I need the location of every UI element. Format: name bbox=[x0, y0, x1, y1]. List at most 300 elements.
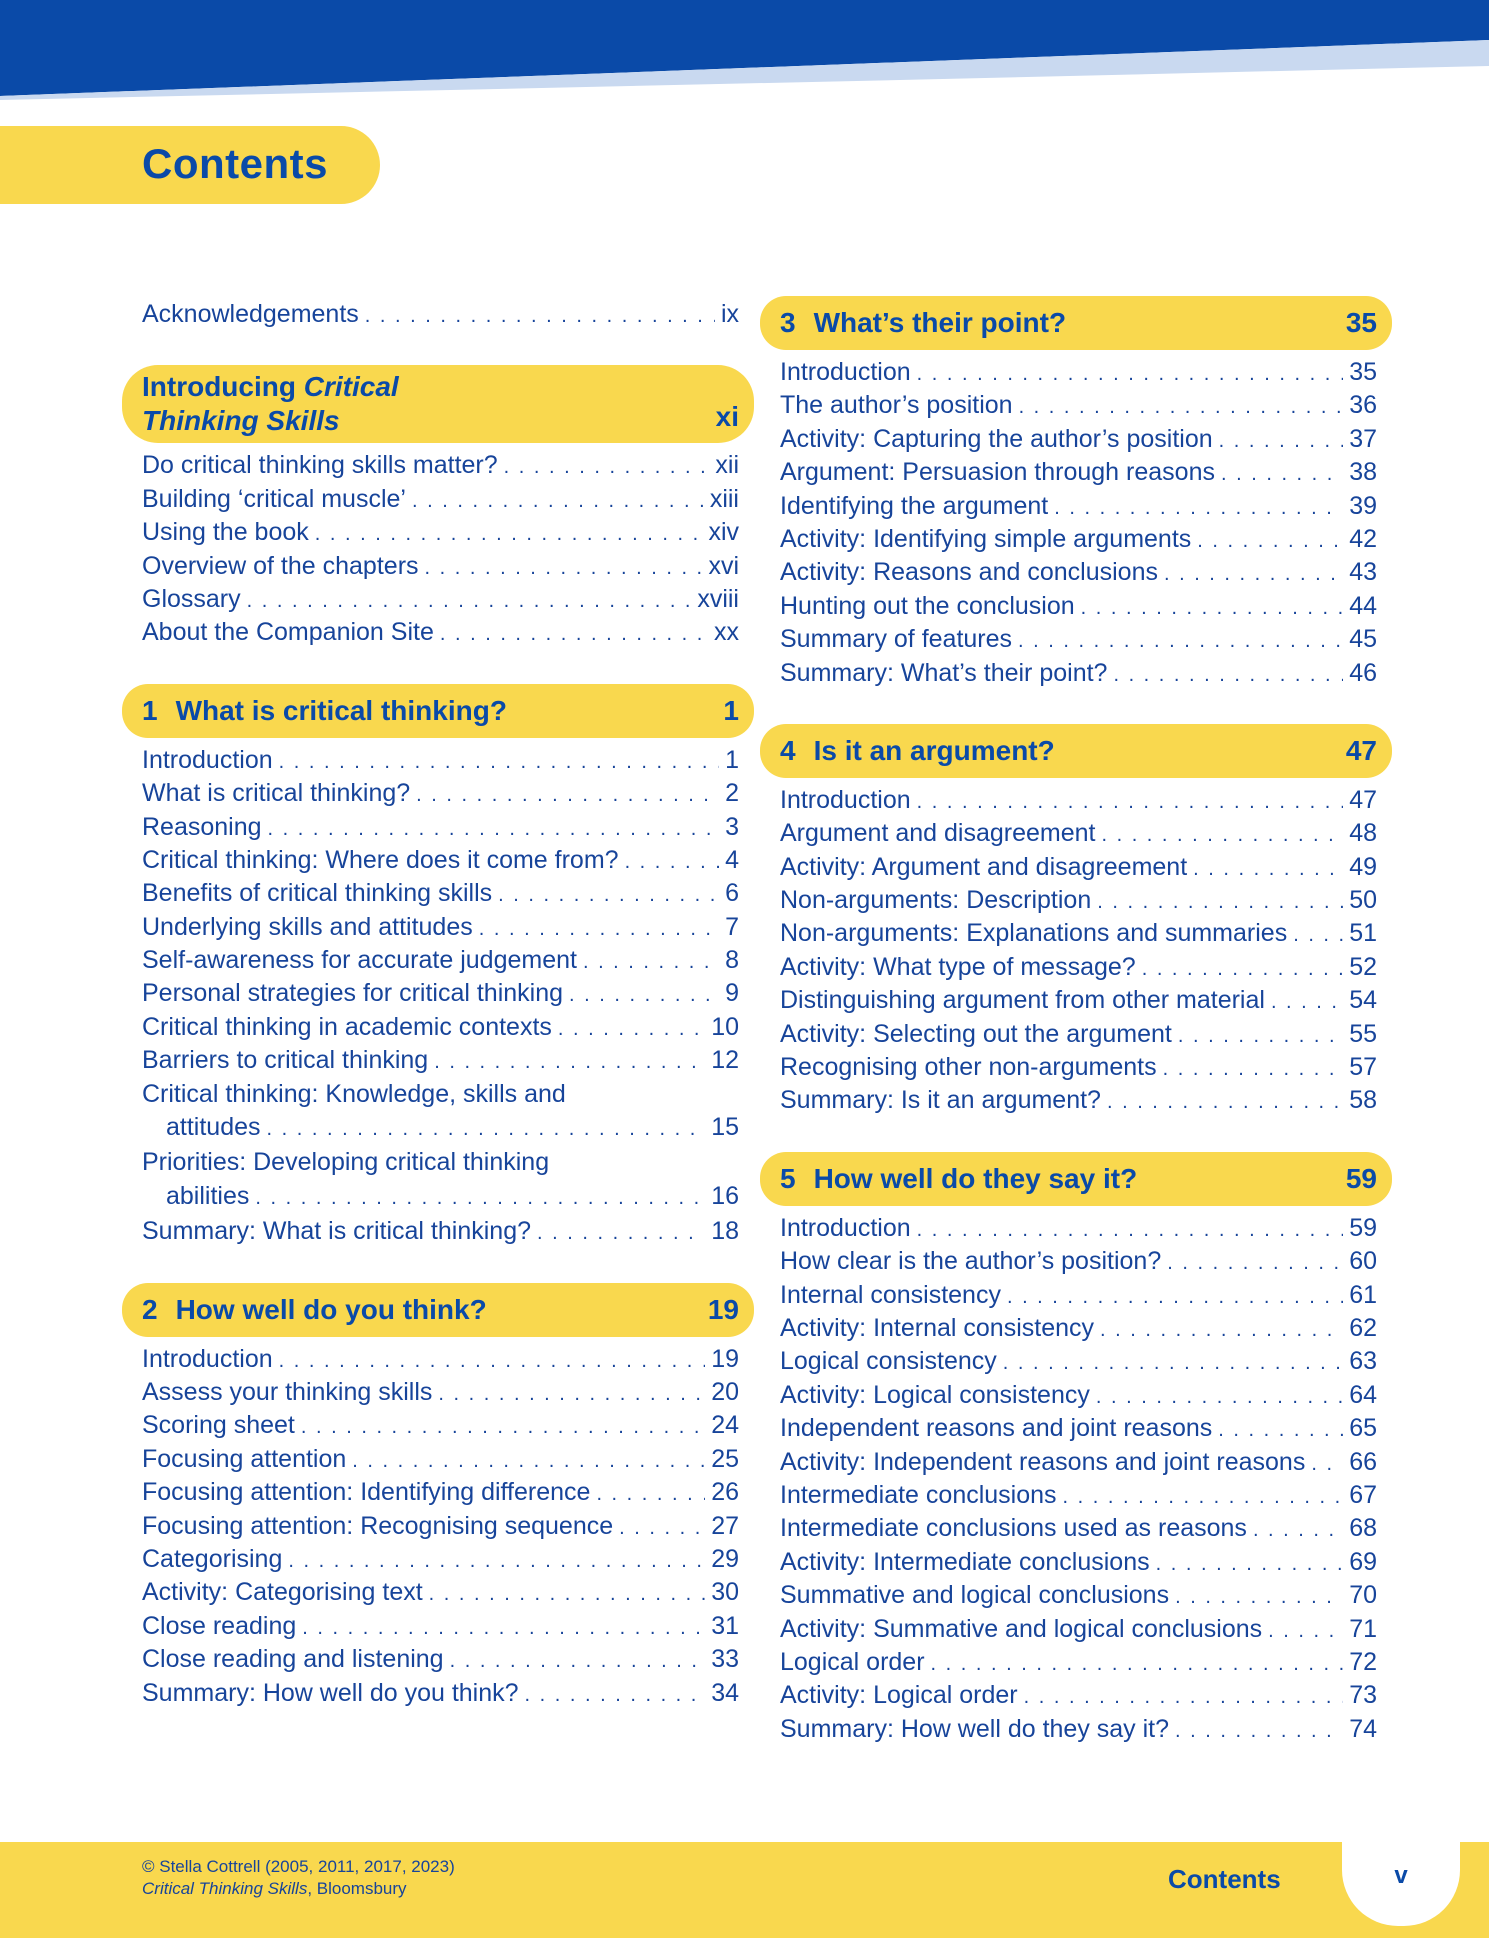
toc-entry-title: Summary: What’s their point? bbox=[780, 658, 1108, 687]
chapter-title: How well do they say it? bbox=[813, 1162, 1138, 1194]
toc-entry-title: Close reading bbox=[142, 1611, 297, 1640]
toc-entry-title: Summary: How well do they say it? bbox=[780, 1714, 1170, 1743]
footer-book-title: Critical Thinking Skills bbox=[142, 1879, 308, 1898]
toc-entry-title: Argument: Persuasion through reasons bbox=[780, 458, 1215, 487]
toc-entry-page: 63 bbox=[1349, 1347, 1377, 1376]
toc-entry-title: Close reading and listening bbox=[142, 1645, 444, 1674]
toc-entry[interactable] bbox=[122, 877, 754, 910]
chapter-number: 5 bbox=[780, 1162, 796, 1194]
toc-entry[interactable] bbox=[122, 1543, 754, 1576]
toc-entry[interactable] bbox=[122, 1677, 754, 1710]
toc-entry-page: xvi bbox=[708, 551, 739, 580]
toc-entry[interactable] bbox=[122, 1146, 754, 1215]
dot-leader bbox=[1293, 919, 1343, 952]
toc-entry-page: 7 bbox=[725, 912, 739, 941]
toc-entry-title: Introduction bbox=[780, 785, 911, 814]
toc-entry-title-cont: abilities bbox=[166, 1181, 250, 1210]
toc-entry-page: 31 bbox=[711, 1611, 739, 1640]
toc-entry[interactable] bbox=[122, 1576, 754, 1609]
intro-section-header[interactable] bbox=[122, 365, 754, 443]
toc-entry-page: 48 bbox=[1349, 819, 1377, 848]
toc-entry-page: 35 bbox=[1349, 358, 1377, 386]
toc-entry[interactable] bbox=[760, 1379, 1392, 1412]
chapter-page: 59 bbox=[1345, 1162, 1377, 1194]
toc-entry-page: 52 bbox=[1349, 952, 1377, 981]
toc-entry-title: Critical thinking: Where does it come from? bbox=[142, 845, 619, 874]
toc-entry[interactable] bbox=[760, 1479, 1392, 1512]
dot-leader bbox=[1164, 558, 1343, 591]
toc-entry-title: Recognising other non-arguments bbox=[780, 1053, 1157, 1082]
dot-leader bbox=[1268, 1615, 1343, 1648]
toc-entry[interactable] bbox=[760, 917, 1392, 950]
toc-entry-page: ix bbox=[720, 300, 739, 328]
chapter-title: How well do you think? bbox=[175, 1293, 487, 1325]
toc-entry-page: 27 bbox=[711, 1511, 739, 1540]
toc-entry-title: Reasoning bbox=[142, 812, 262, 841]
toc-entry-page: 4 bbox=[725, 845, 739, 874]
toc-entry-page: xii bbox=[715, 451, 739, 480]
toc-entry-page: 37 bbox=[1349, 424, 1377, 453]
dot-leader bbox=[1113, 659, 1343, 692]
toc-entry-title: Argument and disagreement bbox=[780, 819, 1096, 848]
toc-entry-page: 2 bbox=[725, 779, 739, 808]
toc-entry[interactable] bbox=[122, 1078, 754, 1147]
dot-leader bbox=[1019, 391, 1344, 424]
toc-entry[interactable] bbox=[760, 1345, 1392, 1378]
chapter-title: What’s their point? bbox=[813, 307, 1067, 338]
toc-entry[interactable] bbox=[122, 1610, 754, 1643]
chapter-header[interactable] bbox=[760, 724, 1392, 778]
dot-leader bbox=[438, 1378, 705, 1411]
toc-entry-title: Summary: What is critical thinking? bbox=[142, 1217, 532, 1246]
dot-leader bbox=[1193, 853, 1343, 886]
toc-entry-page: 69 bbox=[1349, 1547, 1377, 1576]
dot-leader bbox=[537, 1217, 705, 1250]
toc-entry[interactable] bbox=[122, 516, 754, 549]
dot-leader bbox=[1054, 492, 1343, 525]
toc-entry[interactable] bbox=[760, 1613, 1392, 1646]
toc-entry[interactable] bbox=[122, 1510, 754, 1543]
toc-entry[interactable] bbox=[122, 977, 754, 1010]
toc-entry[interactable] bbox=[760, 657, 1392, 690]
dot-leader bbox=[1018, 625, 1343, 658]
intro-entries-list bbox=[122, 449, 754, 649]
dot-leader bbox=[583, 946, 719, 979]
toc-entry-title: Overview of the chapters bbox=[142, 551, 419, 580]
chapter-number: 2 bbox=[142, 1293, 158, 1325]
dot-leader bbox=[315, 518, 703, 551]
toc-entry-title: Activity: Selecting out the argument bbox=[780, 1019, 1172, 1048]
header-band bbox=[0, 0, 1489, 100]
toc-entry[interactable] bbox=[760, 556, 1392, 589]
toc-entry[interactable] bbox=[760, 389, 1392, 422]
toc-entry-title: Activity: Independent reasons and joint reasons bbox=[780, 1447, 1306, 1476]
toc-entry[interactable] bbox=[122, 1215, 754, 1248]
toc-entry-title: Intermediate conclusions bbox=[780, 1480, 1057, 1509]
toc-entry[interactable] bbox=[122, 1476, 754, 1509]
toc-entry-page: 20 bbox=[711, 1378, 739, 1407]
chapter-number: 1 bbox=[142, 694, 158, 726]
chapter-1-block bbox=[122, 684, 754, 1249]
dot-leader bbox=[1003, 1347, 1343, 1380]
dot-leader bbox=[1097, 886, 1343, 919]
toc-entry-page: 18 bbox=[711, 1217, 739, 1246]
toc-entry[interactable] bbox=[122, 744, 754, 777]
toc-entry-title: Activity: Categorising text bbox=[142, 1578, 423, 1607]
dot-leader bbox=[268, 813, 720, 846]
toc-entry-page: 64 bbox=[1349, 1380, 1377, 1409]
toc-entry-continuation bbox=[142, 1180, 739, 1215]
dot-leader bbox=[416, 779, 719, 812]
chapter-page: 1 bbox=[723, 694, 739, 726]
toc-entry[interactable] bbox=[760, 984, 1392, 1017]
toc-entry[interactable] bbox=[760, 1546, 1392, 1579]
toc-entry[interactable] bbox=[760, 1679, 1392, 1712]
toc-entry-title: About the Companion Site bbox=[142, 618, 434, 647]
toc-entry[interactable] bbox=[122, 944, 754, 977]
toc-entry-page: 43 bbox=[1349, 558, 1377, 587]
chapter-5-block bbox=[760, 1152, 1392, 1746]
dot-leader bbox=[1253, 1514, 1343, 1547]
toc-entry-page: 34 bbox=[711, 1678, 739, 1707]
footer-page-badge bbox=[1342, 1822, 1460, 1926]
toc-entry-page: 70 bbox=[1349, 1581, 1377, 1610]
toc-entry-page: 67 bbox=[1349, 1480, 1377, 1509]
toc-entry[interactable] bbox=[760, 817, 1392, 850]
dot-leader bbox=[1007, 1281, 1343, 1314]
toc-entry-page: 29 bbox=[711, 1545, 739, 1573]
toc-entry-title: Activity: What type of message? bbox=[780, 952, 1136, 981]
dot-leader bbox=[425, 552, 703, 585]
chapter-header[interactable] bbox=[122, 684, 754, 738]
toc-entry[interactable] bbox=[122, 1643, 754, 1676]
toc-entry-page: 44 bbox=[1349, 591, 1377, 620]
dot-leader bbox=[498, 879, 719, 912]
toc-entry-page: xx bbox=[714, 618, 739, 647]
toc-entry[interactable] bbox=[760, 784, 1392, 817]
dot-leader bbox=[1175, 1581, 1343, 1614]
dot-leader bbox=[267, 1113, 706, 1146]
toc-entry[interactable] bbox=[760, 1084, 1392, 1117]
dot-leader bbox=[429, 1578, 706, 1611]
dot-leader bbox=[1197, 525, 1343, 558]
toc-entry-title: Activity: Argument and disagreement bbox=[780, 852, 1188, 881]
toc-entry-page: 73 bbox=[1349, 1681, 1377, 1710]
toc-entry[interactable] bbox=[760, 623, 1392, 656]
toc-entry-title: Introduction bbox=[780, 358, 911, 386]
toc-entry-page: xviii bbox=[697, 584, 739, 613]
toc-entry-page: 54 bbox=[1349, 986, 1377, 1015]
toc-entry-page: 3 bbox=[725, 812, 739, 841]
footer-page-number: v bbox=[1394, 1862, 1408, 1889]
toc-entry[interactable] bbox=[760, 356, 1392, 389]
toc-entry[interactable] bbox=[760, 851, 1392, 884]
chapter-2-block bbox=[122, 1283, 754, 1710]
chapter-page: 19 bbox=[707, 1293, 739, 1325]
toc-entry-page: 61 bbox=[1349, 1280, 1377, 1309]
toc-entry-title: Barriers to critical thinking bbox=[142, 1046, 429, 1075]
toc-entry-title: Activity: Intermediate conclusions bbox=[780, 1547, 1150, 1576]
toc-entry-title: Personal strategies for critical thinking bbox=[142, 979, 564, 1008]
toc-entry[interactable] bbox=[122, 1343, 754, 1376]
footer-copyright-block bbox=[142, 1856, 455, 1900]
toc-entry-page: 19 bbox=[711, 1344, 739, 1373]
dot-leader bbox=[1142, 953, 1343, 986]
toc-entry[interactable] bbox=[760, 423, 1392, 456]
toc-entry[interactable] bbox=[760, 523, 1392, 556]
toc-entry-title: Activity: Summative and logical conclusions bbox=[780, 1614, 1263, 1643]
toc-entry[interactable] bbox=[760, 1512, 1392, 1545]
toc-entry-title: Benefits of critical thinking skills bbox=[142, 879, 493, 908]
toc-entry-title: Activity: Capturing the author’s position bbox=[780, 424, 1213, 453]
dot-leader bbox=[352, 1445, 705, 1478]
toc-entry[interactable] bbox=[122, 911, 754, 944]
toc-entry-title: Hunting out the conclusion bbox=[780, 591, 1075, 620]
toc-entry[interactable] bbox=[760, 1646, 1392, 1679]
toc-entry-title-cont: attitudes bbox=[166, 1113, 261, 1142]
right-column bbox=[760, 296, 1392, 1746]
toc-entry-title: Underlying skills and attitudes bbox=[142, 912, 473, 941]
toc-entry-page: 66 bbox=[1349, 1447, 1377, 1476]
toc-entry-title: Acknowledgements bbox=[142, 300, 359, 328]
dot-leader bbox=[1219, 425, 1344, 458]
footer-section-label: Contents bbox=[1168, 1864, 1281, 1894]
toc-entry[interactable] bbox=[122, 298, 754, 331]
dot-leader bbox=[596, 1478, 705, 1511]
intro-title-line2-italic: Thinking Skills bbox=[142, 405, 340, 437]
toc-entry-page: 9 bbox=[725, 979, 739, 1008]
toc-entry-page: 8 bbox=[725, 946, 739, 975]
dot-leader bbox=[1024, 1681, 1344, 1714]
toc-entry-title: Building ‘critical muscle’ bbox=[142, 484, 406, 513]
dot-leader bbox=[302, 1612, 705, 1645]
toc-entry-title: Using the book bbox=[142, 518, 309, 547]
toc-entry-title: Activity: Reasons and conclusions bbox=[780, 558, 1158, 587]
toc-entry-title: Scoring sheet bbox=[142, 1411, 295, 1440]
toc-entry-page: 30 bbox=[711, 1578, 739, 1607]
toc-entry-title: Critical thinking: Knowledge, skills and bbox=[142, 1079, 566, 1108]
toc-entry[interactable] bbox=[760, 590, 1392, 623]
toc-entry-page: 38 bbox=[1349, 458, 1377, 487]
toc-entry-title: Summative and logical conclusions bbox=[780, 1581, 1170, 1610]
toc-entry-title: Non-arguments: Description bbox=[780, 886, 1092, 915]
toc-entry[interactable] bbox=[760, 1018, 1392, 1051]
toc-entry[interactable] bbox=[122, 583, 754, 616]
toc-entry[interactable] bbox=[760, 1279, 1392, 1312]
chapter-heading bbox=[780, 307, 1066, 339]
dot-leader bbox=[1100, 1314, 1343, 1347]
chapter-heading bbox=[780, 735, 1055, 767]
dot-leader bbox=[479, 913, 719, 946]
chapter-heading bbox=[142, 695, 507, 727]
dot-leader bbox=[301, 1411, 705, 1444]
toc-entry-page: 36 bbox=[1349, 391, 1377, 420]
toc-entry[interactable] bbox=[122, 811, 754, 844]
dot-leader bbox=[931, 1648, 1344, 1681]
toc-entry-page: 46 bbox=[1349, 658, 1377, 687]
toc-entry-title: Do critical thinking skills matter? bbox=[142, 451, 498, 480]
toc-entry[interactable] bbox=[760, 456, 1392, 489]
toc-entry[interactable] bbox=[760, 884, 1392, 917]
toc-entry-title: Introduction bbox=[142, 745, 273, 774]
toc-entry-page: 24 bbox=[711, 1411, 739, 1440]
toc-entry-title: Focusing attention: Recognising sequence bbox=[142, 1511, 614, 1540]
intro-title-line1-italic: Critical bbox=[303, 371, 399, 403]
dot-leader bbox=[1218, 1414, 1343, 1447]
dot-leader bbox=[1101, 819, 1343, 852]
toc-entry-title: Logical order bbox=[780, 1647, 925, 1676]
chapter-number: 3 bbox=[780, 307, 796, 338]
chapter-title: What is critical thinking? bbox=[175, 694, 507, 726]
toc-entry-page: 10 bbox=[711, 1012, 739, 1041]
toc-entry[interactable] bbox=[760, 1312, 1392, 1345]
chapter-heading bbox=[780, 1163, 1137, 1195]
toc-entry-page: 51 bbox=[1349, 919, 1377, 948]
toc-entry-title: Independent reasons and joint reasons bbox=[780, 1414, 1213, 1443]
toc-entry-title: What is critical thinking? bbox=[142, 779, 411, 808]
dot-leader bbox=[917, 358, 1344, 391]
toc-entry[interactable] bbox=[760, 951, 1392, 984]
toc-entry-page: 72 bbox=[1349, 1647, 1377, 1676]
dot-leader bbox=[1096, 1381, 1343, 1414]
toc-entry-page: 49 bbox=[1349, 852, 1377, 881]
toc-entry-title: Summary: How well do you think? bbox=[142, 1678, 519, 1707]
toc-entry-title: The author’s position bbox=[780, 391, 1013, 420]
dot-leader bbox=[1175, 1715, 1343, 1748]
dot-leader bbox=[619, 1512, 705, 1545]
toc-entry-page: 58 bbox=[1349, 1086, 1377, 1115]
chapter-number: 4 bbox=[780, 734, 796, 766]
toc-entry-page: 55 bbox=[1349, 1019, 1377, 1048]
footer bbox=[0, 1842, 1489, 1938]
dot-leader bbox=[434, 1046, 705, 1079]
toc-entry[interactable] bbox=[122, 1443, 754, 1476]
toc-entry-title: Focusing attention: Identifying difference bbox=[142, 1478, 591, 1507]
dot-leader bbox=[247, 585, 692, 618]
toc-entry[interactable] bbox=[760, 1051, 1392, 1084]
toc-entry[interactable] bbox=[760, 1446, 1392, 1479]
chapter-header[interactable] bbox=[760, 296, 1392, 350]
toc-entry-page: 6 bbox=[725, 879, 739, 908]
dot-leader bbox=[279, 746, 719, 779]
toc-entry[interactable] bbox=[122, 483, 754, 516]
toc-entry-page: 12 bbox=[711, 1046, 739, 1075]
toc-entry-title: Summary: Is it an argument? bbox=[780, 1086, 1101, 1115]
toc-entry-title: Critical thinking in academic contexts bbox=[142, 1012, 552, 1041]
chapter-header[interactable] bbox=[122, 1283, 754, 1337]
chapter-title: Is it an argument? bbox=[813, 734, 1055, 766]
dot-leader bbox=[279, 1345, 706, 1378]
toc-entry[interactable] bbox=[122, 1376, 754, 1409]
toc-entry-page: 65 bbox=[1349, 1414, 1377, 1443]
chapter-header[interactable] bbox=[760, 1152, 1392, 1206]
toc-entry-page: xiii bbox=[709, 484, 739, 513]
toc-entry-title: Intermediate conclusions used as reasons bbox=[780, 1514, 1247, 1543]
toc-entry[interactable] bbox=[760, 1212, 1392, 1245]
toc-entry-title: Categorising bbox=[142, 1545, 283, 1573]
toc-entry-page: 42 bbox=[1349, 524, 1377, 553]
toc-entry[interactable] bbox=[122, 550, 754, 583]
toc-entry-page: 33 bbox=[711, 1645, 739, 1674]
chapter-page: 47 bbox=[1345, 734, 1377, 766]
toc-entry[interactable] bbox=[760, 1412, 1392, 1445]
toc-entry[interactable] bbox=[122, 449, 754, 482]
toc-entry-page: 57 bbox=[1349, 1053, 1377, 1082]
toc-entry[interactable] bbox=[760, 490, 1392, 523]
toc-entry-page: xiv bbox=[708, 518, 739, 547]
toc-entry-page: 59 bbox=[1349, 1213, 1377, 1242]
dot-leader bbox=[440, 618, 708, 651]
toc-entry-title: Priorities: Developing critical thinking bbox=[142, 1148, 550, 1177]
toc-entry-page: 45 bbox=[1349, 625, 1377, 654]
toc-entry-page: 16 bbox=[711, 1181, 739, 1210]
intro-title-line1: Introducing bbox=[142, 371, 304, 403]
front-matter-list bbox=[122, 298, 754, 331]
dot-leader bbox=[558, 1013, 705, 1046]
toc-entry-title: Assess your thinking skills bbox=[142, 1378, 433, 1407]
footer-copyright: © Stella Cottrell (2005, 2011, 2017, 2023) bbox=[142, 1857, 455, 1876]
dot-leader bbox=[1167, 1247, 1343, 1280]
toc-entry-page: 50 bbox=[1349, 886, 1377, 915]
toc-entry[interactable] bbox=[122, 1409, 754, 1442]
dot-leader bbox=[1107, 1086, 1343, 1119]
dot-leader bbox=[1063, 1481, 1344, 1514]
toc-entry-page: 62 bbox=[1349, 1313, 1377, 1342]
toc-entry-title: Internal consistency bbox=[780, 1280, 1001, 1309]
toc-entry[interactable] bbox=[122, 1011, 754, 1044]
dot-leader bbox=[412, 485, 704, 518]
toc-entry-page: 68 bbox=[1349, 1514, 1377, 1543]
page-title-tab bbox=[0, 126, 380, 204]
toc-entry[interactable] bbox=[122, 777, 754, 810]
chapter-page: 35 bbox=[1345, 307, 1377, 338]
toc-entry[interactable] bbox=[760, 1713, 1392, 1746]
dot-leader bbox=[1271, 986, 1343, 1019]
dot-leader bbox=[1163, 1053, 1344, 1086]
toc-entry-title: Glossary bbox=[142, 584, 241, 613]
toc-entry-page: 39 bbox=[1349, 491, 1377, 520]
toc-entry-page: 47 bbox=[1349, 785, 1377, 814]
toc-entry-title: Summary of features bbox=[780, 625, 1013, 654]
toc-entry-title: Activity: Identifying simple arguments bbox=[780, 524, 1192, 553]
toc-entry[interactable] bbox=[760, 1245, 1392, 1278]
dot-leader bbox=[1311, 1448, 1343, 1481]
left-column bbox=[122, 298, 754, 1710]
toc-entry-title: Focusing attention bbox=[142, 1444, 347, 1473]
toc-entry[interactable] bbox=[122, 1044, 754, 1077]
toc-entry-title: Identifying the argument bbox=[780, 491, 1049, 520]
dot-leader bbox=[1178, 1020, 1343, 1053]
toc-entry-title: Self-awareness for accurate judgement bbox=[142, 946, 577, 975]
dot-leader bbox=[1221, 458, 1343, 491]
footer-publisher: , Bloomsbury bbox=[307, 1879, 407, 1898]
toc-entry[interactable] bbox=[122, 616, 754, 649]
page-title: Contents bbox=[142, 140, 328, 187]
dot-leader bbox=[917, 1214, 1344, 1247]
dot-leader bbox=[504, 451, 710, 484]
toc-entry-continuation bbox=[142, 1111, 739, 1146]
dot-leader bbox=[625, 846, 720, 879]
toc-entry-title: Activity: Logical consistency bbox=[780, 1380, 1090, 1409]
toc-entry[interactable] bbox=[122, 844, 754, 877]
chapter-heading bbox=[142, 1294, 487, 1326]
toc-entry-title: How clear is the author’s position? bbox=[780, 1247, 1162, 1276]
toc-entry-page: 15 bbox=[711, 1113, 739, 1142]
intro-section-page: xi bbox=[715, 401, 739, 433]
dot-leader bbox=[1156, 1548, 1344, 1581]
toc-entry[interactable] bbox=[760, 1579, 1392, 1612]
dot-leader bbox=[569, 979, 719, 1012]
